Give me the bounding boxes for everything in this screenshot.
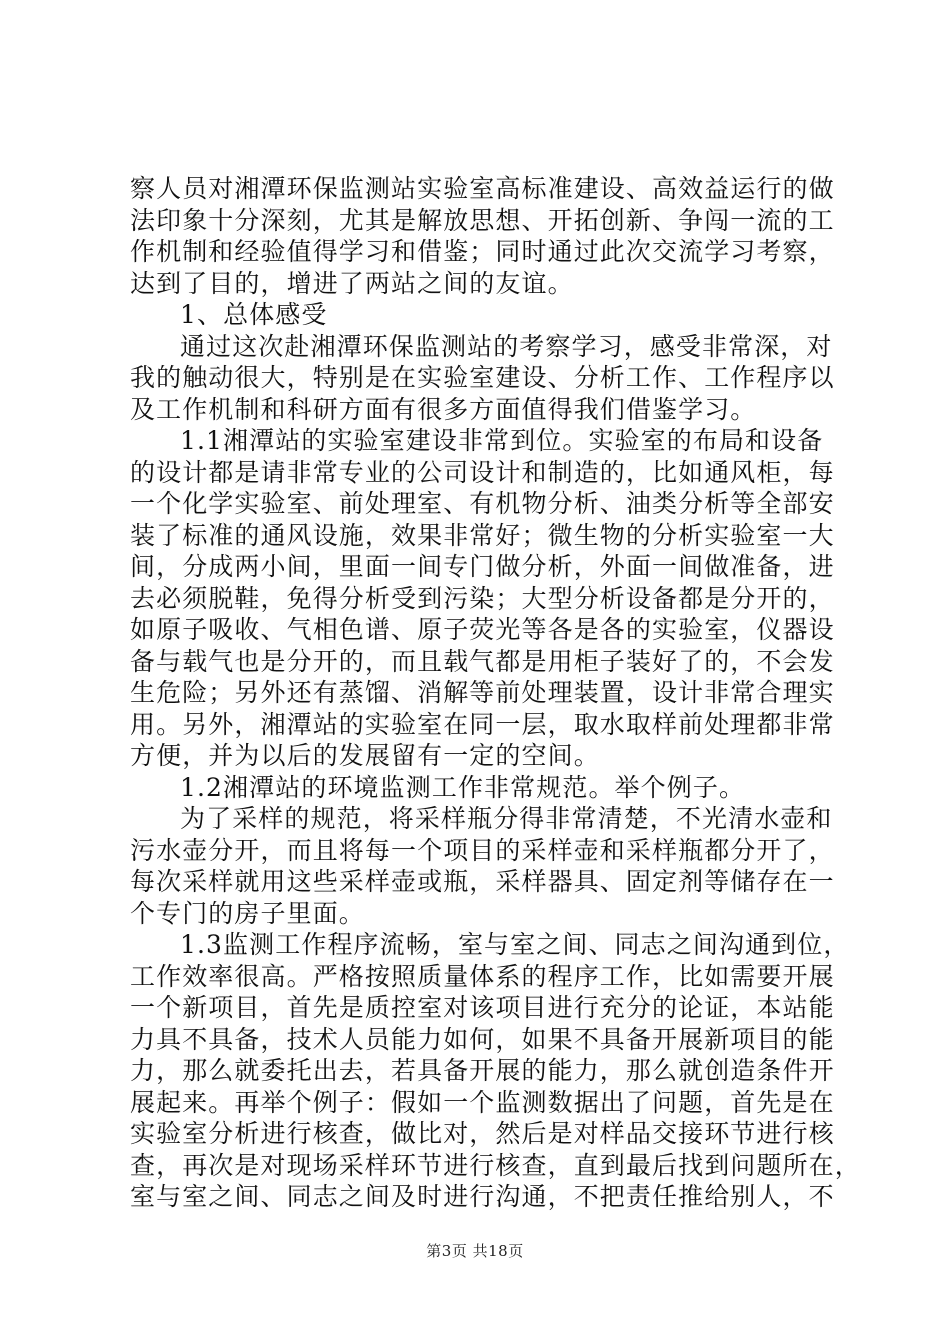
document-body [130,173,861,1213]
text-line: 用。另外，湘潭站的实验室在同一层，取水取样前处理都非常 [130,709,835,739]
text-line: 去必须脱鞋，免得分析受到污染；大型分析设备都是分开的， [130,583,835,613]
text-line: 一个化学实验室、前处理室、有机物分析、油类分析等全部安 [130,489,835,518]
text-line: 法印象十分深刻，尤其是解放思想、开拓创新、争闯一流的工 [130,205,835,235]
text-line: 为了采样的规范，将采样瓶分得非常清楚，不光清水壶和 [180,804,833,833]
text-line: 生危险；另外还有蒸馏、消解等前处理装置，设计非常合理实 [130,678,835,707]
text-line: 污水壶分开，而且将每一个项目的采样壶和采样瓶都分开了， [130,835,835,865]
text-line: 察人员对湘潭环保监测站实验室高标准建设、高效益运行的做 [130,174,835,203]
text-line: 工作效率很高。严格按照质量体系的程序工作，比如需要开展 [130,961,835,991]
page-footer [0,1240,950,1261]
text-line: 查，再次是对现场采样环节进行核查，直到最后找到问题所在， [130,1150,861,1180]
text-line: 作机制和经验值得学习和借鉴；同时通过此次交流学习考察， [130,237,835,266]
text-line: 的设计都是请非常专业的公司设计和制造的，比如通风柜，每 [130,457,835,487]
text-line: 力具不具备，技术人员能力如何，如果不具备开展新项目的能 [130,1024,835,1054]
text-line: 方便，并为以后的发展留有一定的空间。 [130,741,600,770]
text-line: 1.1湘潭站的实验室建设非常到位。实验室的布局和设备 [180,426,824,455]
text-line: 装了标准的通风设施，效果非常好；微生物的分析实验室一大 [130,520,835,550]
text-line: 通过这次赴湘潭环保监测站的考察学习，感受非常深，对 [180,331,833,361]
text-line: 备与载气也是分开的，而且载气都是用柜子装好了的，不会发 [130,646,835,676]
text-line: 如原子吸收、气相色谱、原子荧光等各是各的实验室，仪器设 [130,615,835,644]
text-line: 实验室分析进行核查，做比对，然后是对样品交接环节进行核 [130,1119,835,1148]
text-line: 我的触动很大，特别是在实验室建设、分析工作、工作程序以 [130,363,835,392]
text-line: 个专门的房子里面。 [130,898,365,928]
page-number-label: 第3页 共18页 [426,1242,524,1260]
text-line: 力，那么就委托出去，若具备开展的能力，那么就创造条件开 [130,1056,835,1085]
text-line: 一个新项目，首先是质控室对该项目进行充分的论证，本站能 [130,993,835,1022]
text-line: 展起来。再举个例子：假如一个监测数据出了问题，首先是在 [130,1087,835,1117]
text-line: 室与室之间、同志之间及时进行沟通，不把责任推给别人，不 [130,1182,835,1211]
text-line: 及工作机制和科研方面有很多方面值得我们借鉴学习。 [130,394,757,424]
section-heading: 1、总体感受 [180,300,328,329]
text-line: 间，分成两小间，里面一间专门做分析，外面一间做准备，进 [130,552,835,581]
text-line: 1.2湘潭站的环境监测工作非常规范。举个例子。 [180,772,746,802]
text-line: 每次采样就用这些采样壶或瓶，采样器具、固定剂等储存在一 [130,867,835,896]
text-line: 达到了目的，增进了两站之间的友谊。 [130,268,574,298]
text-line: 1.3监测工作程序流畅，室与室之间、同志之间沟通到位， [180,930,850,959]
